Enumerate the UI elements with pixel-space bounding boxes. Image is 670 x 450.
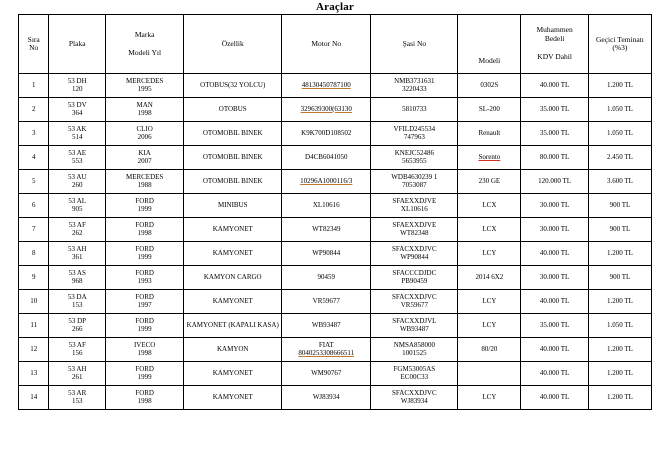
header-motor-no <box>282 15 371 74</box>
cell-teminat: 1.200 TL <box>588 338 651 362</box>
cell-muhammen: 30.000 TL <box>521 266 588 290</box>
cell-sasi-line1: WDB4630239 1 <box>391 172 438 181</box>
cell-marka-line2: 1997 <box>137 300 152 309</box>
cell-sasi-no: 5810733 <box>371 98 458 122</box>
header-marka <box>106 15 184 74</box>
cell-plaka-line1: 53 DA <box>67 292 87 301</box>
header-muhammen-line1: Muhammen <box>536 25 573 35</box>
cell-sasi-no <box>371 218 458 242</box>
cell-modeli: LCY <box>458 242 521 266</box>
cell-marka-line2: 1998 <box>137 108 152 117</box>
cell-sasi-no <box>371 122 458 146</box>
cell-teminat: 1.200 TL <box>588 242 651 266</box>
table-row <box>19 266 652 290</box>
cell-plaka-line2: 905 <box>71 204 83 213</box>
cell-teminat: 1.050 TL <box>588 314 651 338</box>
cell-plaka-line2: 553 <box>71 156 83 165</box>
cell-teminat: 2.450 TL <box>588 146 651 170</box>
cell-marka <box>106 386 184 410</box>
table-row <box>19 98 652 122</box>
header-marka-line2: Modeli Yıl <box>128 48 162 57</box>
cell-modeli: LCX <box>458 194 521 218</box>
cell-motor-no: 10296A1000116/3 <box>282 170 371 194</box>
cell-sasi-no <box>371 146 458 170</box>
cell-plaka-line2: 262 <box>71 228 83 237</box>
header-modeli-label: Modeli <box>478 55 501 65</box>
cell-marka-line2: 1998 <box>137 228 152 237</box>
cell-sasi-line1: VFILD245534 <box>393 124 436 133</box>
header-muhammen-line2: Bedeli <box>544 33 565 43</box>
cell-muhammen: 40.000 TL <box>521 74 588 98</box>
cell-muhammen: 120.000 TL <box>521 170 588 194</box>
cell-sasi-no <box>371 194 458 218</box>
header-gecici-line2: (%3) <box>612 43 628 52</box>
cell-sasi-line2: 3220433 <box>402 84 427 93</box>
header-muhammen-bedeli <box>521 15 588 74</box>
cell-plaka-line2: 120 <box>71 84 83 93</box>
cell-marka-line2: 1998 <box>137 396 152 405</box>
table-row <box>19 74 652 98</box>
table-row <box>19 386 652 410</box>
cell-plaka <box>49 74 106 98</box>
cell-sasi-no <box>371 242 458 266</box>
cell-plaka <box>49 194 106 218</box>
cell-marka-line2: 1999 <box>137 372 152 381</box>
cell-marka-line1: FORD <box>135 364 154 373</box>
cell-plaka-line1: 53 AH <box>67 364 87 373</box>
cell-muhammen: 40.000 TL <box>521 362 588 386</box>
cell-modeli: Sorento <box>458 146 521 170</box>
cell-muhammen: 30.000 TL <box>521 194 588 218</box>
cell-modeli <box>458 362 521 386</box>
cell-marka <box>106 218 184 242</box>
cell-plaka-line1: 53 AL <box>68 196 87 205</box>
cell-ozellik: MINIBUS <box>184 194 282 218</box>
cell-muhammen: 30.000 TL <box>521 218 588 242</box>
cell-plaka-line2: 968 <box>71 276 83 285</box>
cell-plaka <box>49 338 106 362</box>
cell-sira-no: 6 <box>19 194 49 218</box>
cell-motor-no: WM90767 <box>282 362 371 386</box>
table-row <box>19 362 652 386</box>
cell-sasi-line2: WP90844 <box>400 252 429 261</box>
header-sira-no <box>19 15 49 74</box>
cell-marka-line1: MERCEDES <box>125 172 164 181</box>
cell-sasi-no <box>371 170 458 194</box>
cell-marka <box>106 314 184 338</box>
cell-plaka-line2: 361 <box>71 252 83 261</box>
cell-sasi-line2: 5653955 <box>402 156 427 165</box>
cell-sira-no: 2 <box>19 98 49 122</box>
cell-muhammen: 40.000 TL <box>521 242 588 266</box>
cell-plaka-line1: 53 DH <box>67 76 87 85</box>
header-sasi-no <box>371 15 458 74</box>
cell-marka-line1: FORD <box>135 316 154 325</box>
cell-marka <box>106 98 184 122</box>
cell-plaka-line2: 514 <box>71 132 83 141</box>
cell-sasi-line1: NMSA858000 <box>393 340 435 349</box>
cell-plaka <box>49 314 106 338</box>
vehicles-table <box>18 14 652 410</box>
cell-plaka-line1: 53 AH <box>67 244 87 253</box>
cell-sira-no: 14 <box>19 386 49 410</box>
cell-sira-no: 1 <box>19 74 49 98</box>
cell-marka <box>106 338 184 362</box>
cell-marka-line1: CLIO <box>136 124 153 133</box>
cell-plaka <box>49 242 106 266</box>
cell-sasi-no <box>371 266 458 290</box>
cell-marka <box>106 362 184 386</box>
cell-sasi-line1: SFACCCDJDC <box>392 268 437 277</box>
cell-teminat: 3.600 TL <box>588 170 651 194</box>
cell-modeli: 2014 6X2 <box>458 266 521 290</box>
cell-ozellik: KAMYONET <box>184 386 282 410</box>
cell-sira-no: 8 <box>19 242 49 266</box>
cell-modeli: LCY <box>458 314 521 338</box>
cell-motor-no: K9K700D108502 <box>282 122 371 146</box>
cell-ozellik: OTOMOBIL BINEK <box>184 146 282 170</box>
cell-sasi-line2: VR59677 <box>400 300 428 309</box>
cell-motor-no: VR59677 <box>282 290 371 314</box>
cell-muhammen: 80.000 TL <box>521 146 588 170</box>
cell-sasi-line2: 747963 <box>403 132 425 141</box>
cell-sasi-line2: 7053087 <box>402 180 427 189</box>
cell-sasi-no <box>371 338 458 362</box>
cell-marka-line1: FORD <box>135 220 154 229</box>
cell-sasi-line1: FGM53005AS <box>393 364 436 373</box>
header-motor-label: Motor No <box>311 38 342 48</box>
cell-sira-no: 5 <box>19 170 49 194</box>
cell-sasi-no <box>371 74 458 98</box>
cell-plaka <box>49 362 106 386</box>
cell-marka-line2: 2006 <box>137 132 152 141</box>
cell-motor-no: XL10616 <box>282 194 371 218</box>
cell-sasi-no <box>371 290 458 314</box>
cell-sasi-line1: SFACXXDJVC <box>392 292 437 301</box>
cell-modeli: LCX <box>458 218 521 242</box>
cell-sira-no: 4 <box>19 146 49 170</box>
table-body <box>19 74 652 410</box>
cell-modeli: SL-200 <box>458 98 521 122</box>
cell-marka-line2: 1999 <box>137 204 152 213</box>
cell-motor-no: WT82349 <box>282 218 371 242</box>
cell-plaka <box>49 386 106 410</box>
header-plaka-label: Plaka <box>68 38 86 48</box>
page-title: Araçlar <box>315 1 355 13</box>
cell-teminat: 1.200 TL <box>588 386 651 410</box>
cell-modeli: LCY <box>458 386 521 410</box>
cell-marka-line2: 1988 <box>137 180 152 189</box>
cell-teminat: 900 TL <box>588 218 651 242</box>
header-ozellik <box>184 15 282 74</box>
cell-muhammen: 40.000 TL <box>521 338 588 362</box>
cell-teminat: 1.050 TL <box>588 122 651 146</box>
cell-sasi-line2: WB93487 <box>399 324 429 333</box>
cell-motor-no: WB93487 <box>282 314 371 338</box>
header-sira-line2: No <box>29 43 39 52</box>
cell-teminat: 1.200 TL <box>588 290 651 314</box>
cell-sira-no: 9 <box>19 266 49 290</box>
cell-plaka-line1: 53 AS <box>68 268 86 277</box>
cell-plaka <box>49 266 106 290</box>
cell-sasi-line1: SFACXXDJVC <box>392 244 437 253</box>
cell-sasi-line1: KNEJC52486 <box>394 148 434 157</box>
cell-plaka-line2: 156 <box>71 348 83 357</box>
cell-sasi-line1: SFACXXDJVC <box>392 388 437 397</box>
cell-plaka <box>49 146 106 170</box>
cell-ozellik: OTOBUS <box>184 98 282 122</box>
cell-plaka <box>49 218 106 242</box>
cell-marka-line2: 1993 <box>137 276 152 285</box>
table-row <box>19 122 652 146</box>
header-ozellik-label: Özellik <box>221 38 244 48</box>
cell-marka <box>106 122 184 146</box>
cell-ozellik: OTOBUS(32 YOLCU) <box>184 74 282 98</box>
cell-modeli: 230 GE <box>458 170 521 194</box>
cell-plaka-line1: 53 AK <box>67 124 87 133</box>
cell-sasi-line1: SFAEXXDJVE <box>392 196 437 205</box>
cell-plaka <box>49 290 106 314</box>
cell-marka-line1: KIA <box>138 148 151 157</box>
cell-plaka-line1: 53 DV <box>67 100 87 109</box>
cell-plaka-line1: 53 AR <box>68 388 87 397</box>
header-marka-line1: Marka <box>134 29 155 39</box>
header-gecici-line1: Geçici Teminatı <box>595 34 644 44</box>
cell-marka-line1: MERCEDES <box>125 76 164 85</box>
cell-marka <box>106 170 184 194</box>
table-header-row <box>19 15 652 74</box>
cell-motor-no <box>282 338 371 362</box>
cell-plaka-line2: 261 <box>71 372 83 381</box>
cell-sasi-no <box>371 362 458 386</box>
cell-sira-no: 12 <box>19 338 49 362</box>
cell-marka-line1: FORD <box>135 244 154 253</box>
cell-sira-no: 10 <box>19 290 49 314</box>
cell-motor-line2: 8040253308666511 <box>298 348 355 357</box>
cell-motor-line1: FIAT <box>318 340 334 349</box>
cell-sasi-line2: 1001525 <box>402 348 427 357</box>
cell-plaka <box>49 98 106 122</box>
header-sasi-label: Şasi No <box>402 38 427 48</box>
cell-teminat: 900 TL <box>588 194 651 218</box>
cell-sasi-line1: NMB3731631 <box>394 76 435 85</box>
cell-ozellik: OTOMOBIL BINEK <box>184 170 282 194</box>
cell-teminat: 1.050 TL <box>588 98 651 122</box>
cell-plaka-line1: 53 AE <box>68 148 87 157</box>
cell-sasi-line1: SFAEXXDJVE <box>392 220 437 229</box>
header-sira-line1: Sıra <box>27 34 40 44</box>
cell-ozellik: KAMYONET <box>184 218 282 242</box>
cell-plaka-line1: 53 AF <box>68 340 86 349</box>
cell-motor-no: WP90844 <box>282 242 371 266</box>
cell-sira-no: 11 <box>19 314 49 338</box>
header-muhammen-line3: KDV Dahil <box>537 52 572 62</box>
cell-marka-line1: MAN <box>136 100 153 109</box>
table-row <box>19 314 652 338</box>
cell-marka-line2: 1998 <box>137 348 152 357</box>
cell-sira-no: 7 <box>19 218 49 242</box>
header-modeli <box>458 15 521 74</box>
cell-sira-no: 3 <box>19 122 49 146</box>
cell-sasi-line1: SFACXXDJVL <box>392 316 437 325</box>
cell-sira-no: 13 <box>19 362 49 386</box>
cell-marka <box>106 266 184 290</box>
cell-marka-line2: 1995 <box>137 84 152 93</box>
cell-marka <box>106 74 184 98</box>
table-row <box>19 242 652 266</box>
cell-plaka-line2: 260 <box>71 180 83 189</box>
cell-teminat: 1.200 TL <box>588 362 651 386</box>
cell-ozellik: KAMYON <box>184 338 282 362</box>
cell-ozellik: KAMYONET <box>184 362 282 386</box>
cell-marka-line2: 2007 <box>137 156 152 165</box>
cell-plaka-line2: 364 <box>71 108 83 117</box>
cell-marka <box>106 146 184 170</box>
cell-marka-line1: FORD <box>135 196 154 205</box>
table-row <box>19 290 652 314</box>
cell-plaka <box>49 170 106 194</box>
cell-marka <box>106 194 184 218</box>
table-row <box>19 146 652 170</box>
cell-sasi-line2: XL10616 <box>400 204 428 213</box>
cell-plaka-line1: 53 AU <box>67 172 87 181</box>
cell-modeli: LCY <box>458 290 521 314</box>
cell-marka-line1: FORD <box>135 268 154 277</box>
cell-plaka <box>49 122 106 146</box>
cell-ozellik: OTOMOBIL BINEK <box>184 122 282 146</box>
cell-ozellik: KAMYON CARGO <box>184 266 282 290</box>
cell-marka <box>106 242 184 266</box>
cell-marka-line1: FORD <box>135 292 154 301</box>
cell-motor-no: 48130450787100 <box>282 74 371 98</box>
cell-modeli: 80/20 <box>458 338 521 362</box>
header-gecici-teminat <box>588 15 651 74</box>
cell-sasi-no <box>371 314 458 338</box>
cell-muhammen: 40.000 TL <box>521 290 588 314</box>
cell-plaka-line1: 53 AF <box>68 220 86 229</box>
cell-teminat: 900 TL <box>588 266 651 290</box>
cell-motor-no: WJ83934 <box>282 386 371 410</box>
cell-ozellik: KAMYONET <box>184 242 282 266</box>
cell-plaka-line1: 53 DP <box>68 316 87 325</box>
cell-marka-line1: IVECO <box>133 340 156 349</box>
cell-modeli: Renault <box>458 122 521 146</box>
cell-sasi-line2: PB90459 <box>401 276 428 285</box>
cell-marka-line2: 1999 <box>137 252 152 261</box>
cell-sasi-no <box>371 386 458 410</box>
cell-marka <box>106 290 184 314</box>
cell-plaka-line2: 153 <box>71 300 83 309</box>
cell-motor-no: D4CB6041050 <box>282 146 371 170</box>
cell-muhammen: 35.000 TL <box>521 314 588 338</box>
header-plaka <box>49 15 106 74</box>
cell-marka-line2: 1999 <box>137 324 152 333</box>
cell-sasi-line2: EC00C33 <box>400 372 429 381</box>
table-row <box>19 170 652 194</box>
cell-muhammen: 35.000 TL <box>521 98 588 122</box>
cell-motor-no: 329639300(63130 <box>282 98 371 122</box>
cell-modeli: 0302S <box>458 74 521 98</box>
cell-motor-no: 90459 <box>282 266 371 290</box>
cell-ozellik: KAMYONET (KAPALI KASA) <box>184 314 282 338</box>
cell-sasi-line2: WJ83934 <box>400 396 428 405</box>
cell-muhammen: 35.000 TL <box>521 122 588 146</box>
table-row <box>19 194 652 218</box>
table-row <box>19 218 652 242</box>
cell-muhammen: 40.000 TL <box>521 386 588 410</box>
cell-teminat: 1.200 TL <box>588 74 651 98</box>
cell-sasi-line2: WT82348 <box>400 228 429 237</box>
cell-plaka-line2: 153 <box>71 396 83 405</box>
table-row <box>19 338 652 362</box>
cell-ozellik: KAMYONET <box>184 290 282 314</box>
cell-marka-line1: FORD <box>135 388 154 397</box>
cell-plaka-line2: 266 <box>71 324 83 333</box>
